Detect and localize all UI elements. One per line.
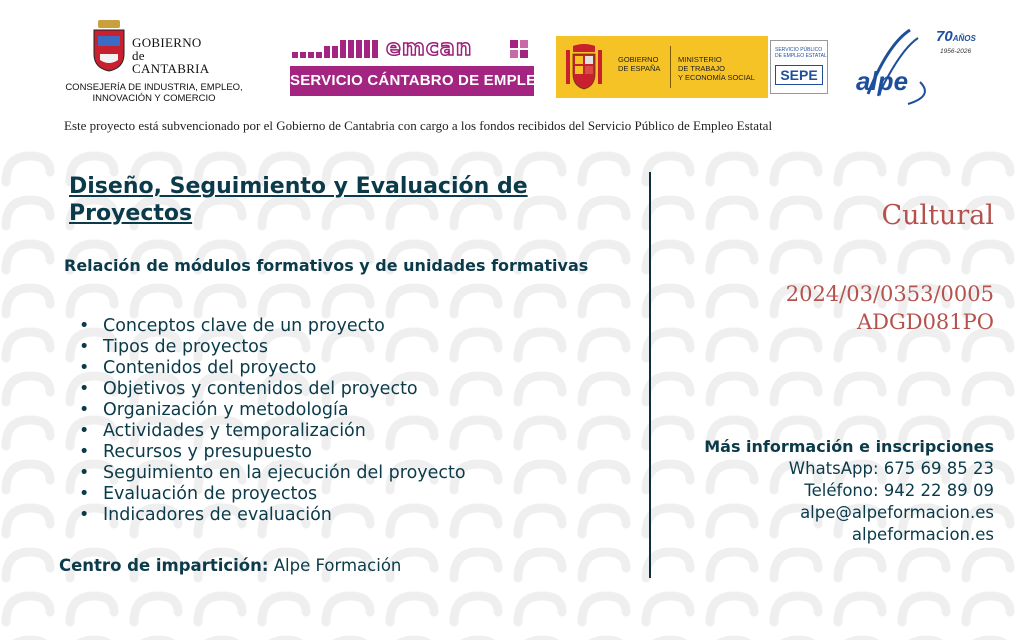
list-item: • Evaluación de proyectos [103, 484, 466, 505]
emcan-bar: SERVICIO CÁNTABRO DE EMPLEO [290, 66, 534, 96]
centro-label: Centro de impartición: [59, 556, 269, 575]
sepe-small-line2: DE EMPLEO ESTATAL [775, 53, 827, 59]
list-item: • Recursos y presupuesto [103, 442, 466, 463]
alpe-wordmark: alpe [856, 66, 909, 96]
emcan-dots-icon [290, 38, 386, 60]
spain-coat-of-arms-icon [564, 42, 604, 92]
spain-min-line1: MINISTERIO [678, 55, 722, 64]
spain-ministerio-text [678, 55, 755, 82]
contact-web-link[interactable]: alpeformacion.es [851, 525, 994, 544]
sepe-fullname [775, 47, 827, 59]
spain-min-line3: Y ECONOMÍA SOCIAL [678, 73, 755, 82]
contact-email-link[interactable]: alpe@alpeformacion.es [800, 503, 994, 522]
sepe-small-line1: SERVICIO PÚBLICO [775, 47, 823, 53]
cantabria-wordmark [132, 36, 210, 75]
sepe-logo [770, 40, 828, 94]
list-item: • Seguimiento en la ejecución del proyecto [103, 463, 466, 484]
list-item: • Actividades y temporalización [103, 421, 466, 442]
cantabria-line3: CANTABRIA [132, 61, 210, 76]
alpe-anniversary-suffix: AÑOS [952, 34, 976, 43]
alpe-logo [848, 24, 980, 106]
sepe-acronym: SEPE [775, 65, 823, 85]
emcan-squares-icon [510, 40, 528, 58]
list-item: • Tipos de proyectos [103, 337, 466, 358]
alpe-years: 1956-2026 [940, 48, 972, 55]
list-item: • Objetivos y contenidos del proyecto [103, 379, 466, 400]
alpe-anniversary [936, 28, 976, 45]
centro-imparticion [59, 556, 401, 575]
list-item: • Indicadores de evaluación [103, 505, 466, 526]
list-item: • Contenidos del proyecto [103, 358, 466, 379]
course-family: Cultural [881, 200, 994, 231]
course-title: Diseño, Seguimiento y Evaluación de Proyectos [69, 174, 528, 226]
list-item: • Conceptos clave de un proyecto [103, 316, 466, 337]
contact-phone[interactable]: Teléfono: 942 22 89 09 [804, 481, 994, 500]
cantabria-line2: de [132, 48, 145, 63]
modules-heading: Relación de módulos formativos y de unidades formativas [64, 256, 589, 275]
cantabria-shield-icon [92, 20, 126, 72]
alpe-anniversary-number: 70 [936, 28, 953, 45]
spain-gob-line1: GOBIERNO [618, 55, 659, 64]
spain-gobierno-text [618, 55, 660, 73]
cantabria-dept-line2: INNOVACIÓN Y COMERCIO [92, 93, 216, 104]
cantabria-department [64, 82, 244, 104]
cantabria-dept-line1: CONSEJERÍA DE INDUSTRIA, EMPLEO, [65, 82, 243, 93]
contact-heading: Más información e inscripciones [704, 437, 994, 456]
gobierno-espana-logo [556, 36, 768, 98]
contact-block [704, 436, 994, 546]
header-logos [0, 0, 1024, 112]
list-item: • Organización y metodología [103, 400, 466, 421]
course-specialty-code: ADGD081PO [856, 310, 994, 334]
gobierno-cantabria-logo [64, 18, 244, 108]
spain-separator [670, 46, 671, 88]
emcan-logo [290, 36, 549, 98]
contact-whatsapp[interactable]: WhatsApp: 675 69 85 23 [788, 459, 994, 478]
funding-note: Este proyecto está subvencionado por el Gobierno de Cantabria con cargo a los fondos recibidos del Servicio Público de Empleo Estatal [64, 118, 773, 133]
course-expediente-code: 2024/03/0353/0005 [785, 282, 994, 306]
cantabria-line1: GOBIERNO [132, 35, 202, 50]
emcan-wordmark: emcan [386, 36, 473, 61]
modules-list [103, 316, 466, 526]
spain-gob-line2: DE ESPAÑA [618, 64, 661, 73]
column-divider [649, 172, 651, 578]
centro-value: Alpe Formación [273, 556, 402, 575]
spain-min-line2: DE TRABAJO [678, 64, 725, 73]
